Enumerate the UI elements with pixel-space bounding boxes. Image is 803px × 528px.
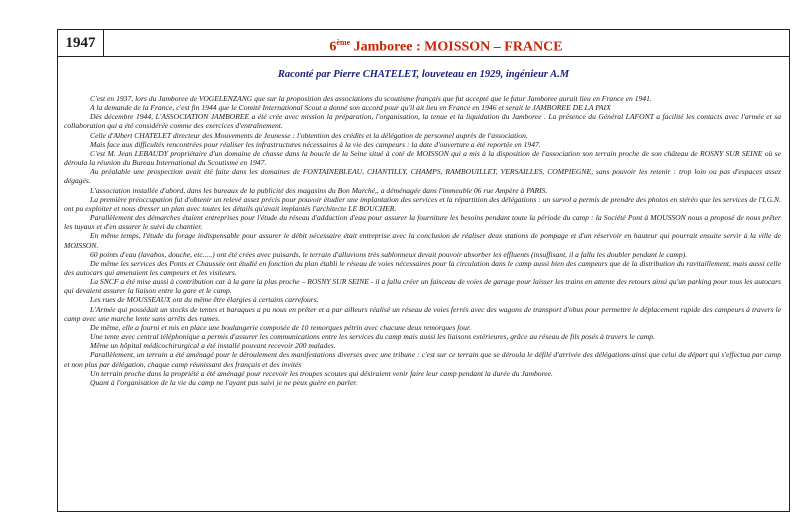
paragraph: L'association installée d'abord, dans les bureaux de la publicité des magasins du Bon Marché,, a déménagée dans l'immeuble 06 rue Ampère à PARIS. [90, 185, 548, 195]
title-text: Jamboree : MOISSON – FRANCE [350, 39, 563, 55]
paragraph: De même, elle a fourni et mis en place une boulangerie composée de 10 remorques pétrin avec chacune deux remorques four. [90, 322, 471, 332]
paragraph: Au préalable une prospection avait été faite dans les domaines de FONTAINEBLEAU, CHANTILLY, CHAMPS, RAMBOUILLET, VERSAILLES, COMPIEGNE, sans pouvoir les retenir : trop loin ou pas d'espaces assez dégagés. [64, 167, 781, 186]
document-frame [57, 29, 790, 512]
title-ordinal: 6 [329, 39, 337, 55]
paragraph: La SNCF a été mise aussi à contribution car à la gare la plus proche – ROSNY SUR SEINE - il a fallu créer un faisceau de voies de garage pour laisser les trains en attente des retours ainsi qu'un parking pour tous les autocars qui devaient assurer la liaison entre la gare et le camp. [64, 277, 781, 296]
paragraph: Même un hôpital médicochirurgical a été installé pouvant recevoir 200 malades. [90, 341, 336, 351]
page-title [103, 30, 789, 56]
subtitle: Raconté par Pierre CHATELET, louveteau en 1929, ingénieur A.M [277, 69, 570, 80]
paragraph: Parallèlement des démarches étaient entreprises pour l'étude du réseau d'adduction d'eau pour assurer la fourniture les besoins pendant toute la période du camp : la Société Pont à MOUSSON nous a proposé de nous prêter les tuyaux et d'en assurer le suivi du chantier. [64, 213, 781, 232]
paragraph: Les rues de MOUSSEAUX ont du même être élargies à certains carrefours. [90, 295, 319, 305]
paragraph: Celle d'Albert CHATELET directeur des Mouvements de Jeunesse : l'obtention des crédits et la délégation de personnel auprès de l'association. [90, 130, 528, 140]
year-cell: 1947 [58, 30, 104, 56]
paragraph: De même les services des Ponts et Chaussée ont étudié en fonction du plan établi le réseau de voies nécessaires pour la circulation dans le camp aussi bien des campeurs que de la distribution du ravitaillement, mais aussi celle des autocars qui amenaient les campeurs et les visiteurs. [64, 258, 781, 277]
article-body [64, 94, 781, 387]
paragraph: Un terrain proche dans la propriété a été aménagé pour recevoir les troupes scoutes qui désiraient venir faire leur camp pendant la durée du Jamboree. [90, 368, 553, 378]
paragraph: L'Armée qui possédait un stocks de tentes et baraques a pu nous en prêter et a par ailleurs réalisé un réseau de voies ferrés avec des wagons de transport d'obus pour permettre le déplacement rapide des campeurs à travers le camp avec une marche lente sans arrêts des rames. [64, 304, 781, 323]
paragraph: Parallèlement, un terrain a été aménagé pour le déroulement des manifestations diverses avec une tribune : c'est sur ce terrain que se déroula le défilé d'arrivée des délégations ainsi que celui du départ qui s'effectua par camp et non plus par délégation, chaque camp réunissant des français et des invités [64, 350, 781, 369]
paragraph: C'est M. Jean LEBAUDY propriétaire d'un domaine de chasse dans la boucle de la Seine situé à coté de MOISSON qui a mis à la disposition de l'association son terrain proche de son château de ROSNY SUR SEINE où se déroula la réunion du Bureau International du Scoutisme en 1947. [64, 148, 781, 168]
paragraph: La première préoccupation fut d'obtenir un relevé assez précis pour pouvoir étudier une implantation des services et la répartition des délégations : un survol a permis de prendre des photos en stéréo que les services de l'I.G.N. ont pu exploiter et nous dresser un plan avec toutes les détails qu'avait implantés l'architecte LE BOUCHER. [64, 194, 781, 213]
paragraph: En même temps, l'étude du forage indispensable pour assurer le débit nécessaire était entreprise avec la conclusion de réaliser deux stations de pompage et d'un réservoir en hauteur qui pourrait ensuite servir à la ville de MOISSON. [64, 231, 781, 250]
title-ordinal-suffix: ème [336, 38, 351, 47]
paragraph: Quant à l'organisation de la vie du camp ne l'ayant pas suivi je ne peux guère en parler. [90, 377, 358, 387]
paragraph: C'est en 1937, lors du Jamboree de VOGELENZANG que sur la proposition des associations du scoutisme français que fut accepté que le futur Jamboree aurait lieu en France en 1941. [90, 94, 652, 103]
paragraph: Dès décembre 1944, L'ASSOCIATION JAMBOREE a été crée avec mission la préparation, l'organisation, la tenue et la liquidation du Jamboree . La présence du Général LAFONT a facilité les contacts avec l'armée et sa collaboration qui a été considérée comme des exercices d'entraînement. [64, 112, 781, 131]
paragraph: A la demande de la France, c'est fin 1944 que le Comité International Scout a donné son accord pour qu'il ait lieu en France en 1946 et serait le JAMBOREE DE LA PAIX [90, 103, 611, 113]
paragraph: Une tente avec central téléphonique a permis d'assurer les communications entre les services du camp mais aussi les liaisons extérieures, grâce au réseau de fils posés à travers le camp. [90, 332, 655, 342]
paragraph: 60 points d'eau (lavabos, douche, etc.....) ont été crées avec puisards, le terrain d'alluvions très sablonneux devait pouvoir absorber les effluents (insuffisant, il a fallu les doubler pendant le camp). [90, 249, 688, 259]
paragraph: Mais face aux difficultés rencontrées pour réaliser les infrastructures nécessaires à la vie des campeurs : la date d'ouverture a été reportée en 1947. [90, 139, 541, 149]
header-row [58, 30, 789, 57]
